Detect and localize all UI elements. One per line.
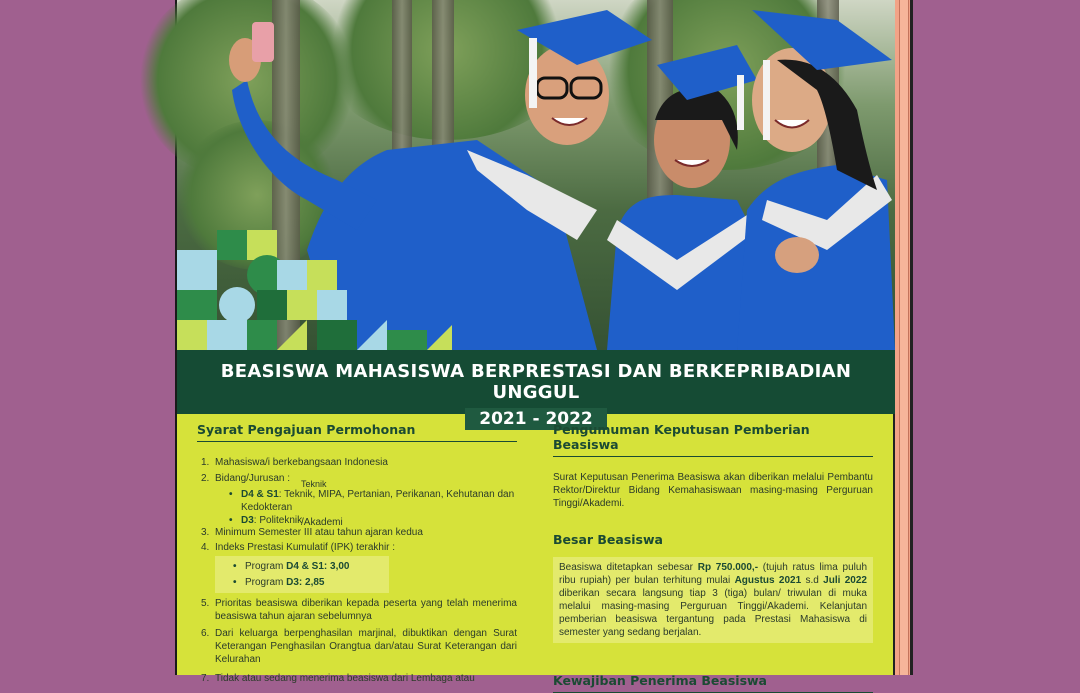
requirements-list (197, 456, 517, 685)
list-item: 5. Prioritas beasiswa diberikan kepada peserta yang telah menerima beasiswa tahun ajaran sebelumnya (201, 598, 517, 622)
list-item: 3. Minimum Semester III atau tahun ajaran kedua (201, 527, 423, 538)
amount-text: Beasiswa ditetapkan sebesar Rp 750.000,- (tujuh ratus lima puluh ribu rupiah) per bulan terhitung mulai Agustus 2021 s.d Juli 2022 diberikan secara langsung tiap 3 (tiga) bulan/ triwulan di muka melalui masing-masing Perguruan Tinggi/Akademi. Kelanjutan pemberian beasiswa tergantung pada Prestasi Mahasiswa di semester yang sedang berjalan. (553, 557, 873, 643)
list-item: 4. Indeks Prestasi Kumulatif (IPK) terakhir : • Program D4 & S1: 3,00 • Program D3: 2,85 (197, 541, 517, 593)
list-item: 7. Tidak atau sedang menerima beasiswa dari Lembaga atau (201, 673, 475, 684)
scholarship-poster (175, 0, 893, 688)
geometric-mosaic-decoration (177, 220, 467, 350)
announcement-text: Surat Keputusan Penerima Beasiswa akan diberikan melalui Pembantu Rektor/Direktur Bidang Kemahasiswaan masing-masing Perguruan Tinggi/Akademi. (553, 472, 873, 509)
headline-band (177, 350, 895, 429)
requirements-heading: Syarat Pengajuan Permohonan (197, 422, 517, 442)
list-item: 6. Dari keluarga berpenghasilan marjinal, dibuktikan dengan Surat Keterangan Penghasilan Orangtua dan/atau Surat Keterangan dari Kelurahan (201, 628, 517, 665)
requirements-column (197, 414, 517, 685)
poster-headline: BEASISWA MAHASISWA BERPRESTASI DAN BERKEPRIBADIAN UNGGUL (220, 361, 852, 403)
list-item: 1. Mahasiswa/i berkebangsaan Indonesia (201, 457, 388, 468)
poster-year: 2021 - 2022 (465, 408, 607, 430)
obligations-heading: Kewajiban Penerima Beasiswa (553, 673, 873, 693)
info-column (553, 414, 873, 693)
graduates-selfie-photo (177, 0, 895, 350)
announcement-heading: Pengumuman Keputusan Pemberian Beasiswa (553, 422, 873, 457)
list-item: 2. Bidang/Jurusan : Teknik • D4 & S1: Teknik, MIPA, Pertanian, Perikanan, Kehutanan dan Kedokteran • D3: Politeknik /Akademi (197, 472, 517, 523)
amount-heading: Besar Beasiswa (553, 532, 663, 547)
right-frame-border (893, 0, 913, 675)
